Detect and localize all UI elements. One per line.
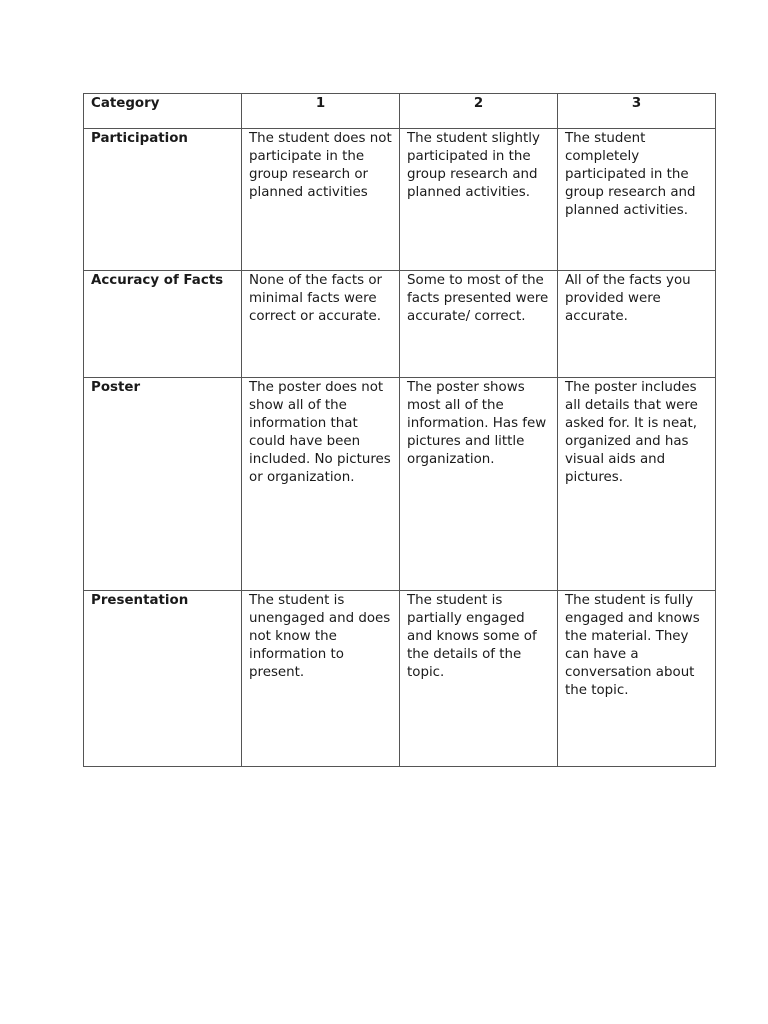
header-score-2: 2 xyxy=(400,94,558,129)
criteria-cell: The poster shows most all of the information. Has few pictures and little organization. xyxy=(400,378,558,591)
table-row xyxy=(84,591,716,767)
criteria-cell: None of the facts or minimal facts were correct or accurate. xyxy=(242,271,400,378)
table-row xyxy=(84,271,716,378)
table-header-row xyxy=(84,94,716,129)
category-cell: Accuracy of Facts xyxy=(84,271,242,378)
criteria-cell: The student is fully engaged and knows the material. They can have a conversation about the topic. xyxy=(558,591,716,767)
criteria-cell: All of the facts you provided were accurate. xyxy=(558,271,716,378)
criteria-cell: The poster does not show all of the information that could have been included. No pictures or organization. xyxy=(242,378,400,591)
criteria-cell: The student completely participated in the group research and planned activities. xyxy=(558,129,716,271)
header-score-1: 1 xyxy=(242,94,400,129)
criteria-cell: The poster includes all details that were asked for. It is neat, organized and has visual aids and pictures. xyxy=(558,378,716,591)
criteria-cell: The student is unengaged and does not know the information to present. xyxy=(242,591,400,767)
category-cell: Presentation xyxy=(84,591,242,767)
header-category: Category xyxy=(84,94,242,129)
header-score-3: 3 xyxy=(558,94,716,129)
criteria-cell: The student is partially engaged and knows some of the details of the topic. xyxy=(400,591,558,767)
table-row xyxy=(84,378,716,591)
criteria-cell: The student does not participate in the group research or planned activities xyxy=(242,129,400,271)
rubric-table xyxy=(83,93,716,767)
category-cell: Poster xyxy=(84,378,242,591)
table-row xyxy=(84,129,716,271)
criteria-cell: Some to most of the facts presented were accurate/ correct. xyxy=(400,271,558,378)
category-cell: Participation xyxy=(84,129,242,271)
criteria-cell: The student slightly participated in the group research and planned activities. xyxy=(400,129,558,271)
